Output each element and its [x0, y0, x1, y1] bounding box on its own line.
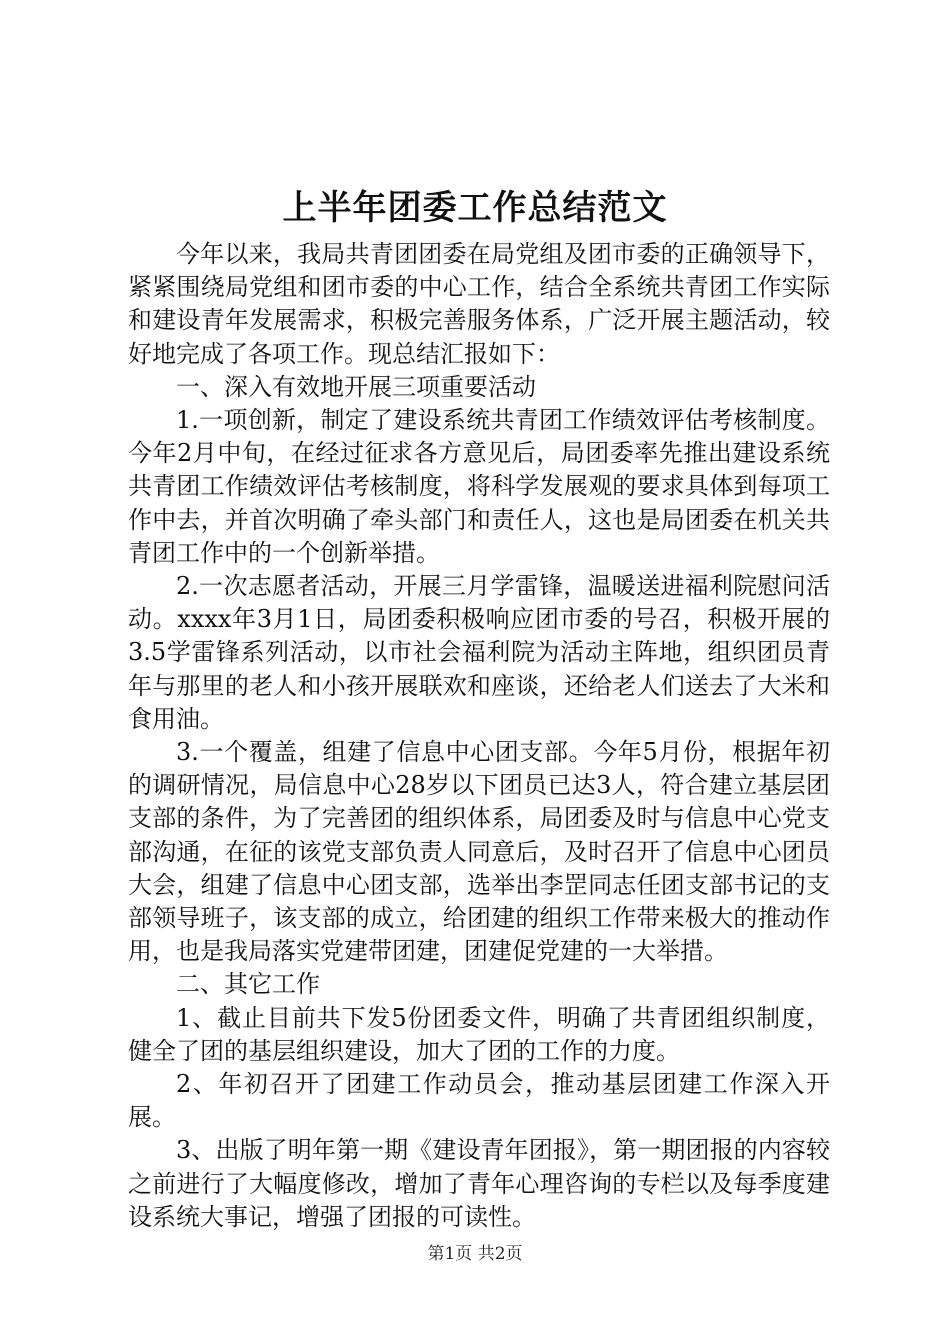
document-title: 上半年团委工作总结范文 [282, 188, 668, 228]
paragraph-other-2: 2、年初召开了团建工作动员会，推动基层团建工作深入开展。 [128, 1070, 830, 1132]
page-footer: 第1页 共2页 [427, 1244, 523, 1264]
section-heading-1: 一、深入有效地开展三项重要活动 [176, 372, 536, 401]
paragraph-item-1: 1.一项创新，制定了建设系统共青团工作绩效评估考核制度。今年2月中旬，在经过征求各方意见后，局团委率先推出建设系统共青团工作绩效评估考核制度，将科学发展观的要求具体到每项工作中去，并首次明确了牵头部门和责任人，这也是局团委在机关共青团工作中的一个创新举措。 [128, 406, 830, 567]
paragraph-intro: 今年以来，我局共青团团委在局党组及团市委的正确领导下，紧紧围绕局党组和团市委的中心工作，结合全系统共青团工作实际和建设青年发展需求，积极完善服务体系，广泛开展主题活动，较好地完成了各项工作。现总结汇报如下： [128, 240, 830, 368]
paragraph-item-2: 2.一次志愿者活动，开展三月学雷锋，温暖送进福利院慰问活动。xxxx年3月1日，局团委积极响应团市委的号召，积极开展的3.5学雷锋系列活动，以市社会福利院为活动主阵地，组织团员青年与那里的老人和小孩开展联欢和座谈，还给老人们送去了大米和食用油。 [128, 572, 830, 733]
document-body [128, 238, 830, 1234]
paragraph-item-3: 3.一个覆盖，组建了信息中心团支部。今年5月份，根据年初的调研情况，局信息中心28岁以下团员已达3人，符合建立基层团支部的条件，为了完善团的组织体系，局团委及时与信息中心党支部沟通，在征的该党支部负责人同意后，及时召开了信息中心团员大会，组建了信息中心团支部，选举出李罡同志任团支部书记的支部领导班子，该支部的成立，给团建的组织工作带来极大的推动作用，也是我局落实党建带团建，团建促党建的一大举措。 [128, 738, 830, 966]
paragraph-other-3: 3、出版了明年第一期《建设青年团报》，第一期团报的内容较之前进行了大幅度修改，增加了青年心理咨询的专栏以及每季度建设系统大事记，增强了团报的可读性。 [128, 1136, 830, 1231]
section-heading-2: 二、其它工作 [176, 970, 320, 999]
paragraph-other-1: 1、截止目前共下发5份团委文件，明确了共青团组织制度，健全了团的基层组织建设，加大了团的工作的力度。 [128, 1003, 830, 1065]
